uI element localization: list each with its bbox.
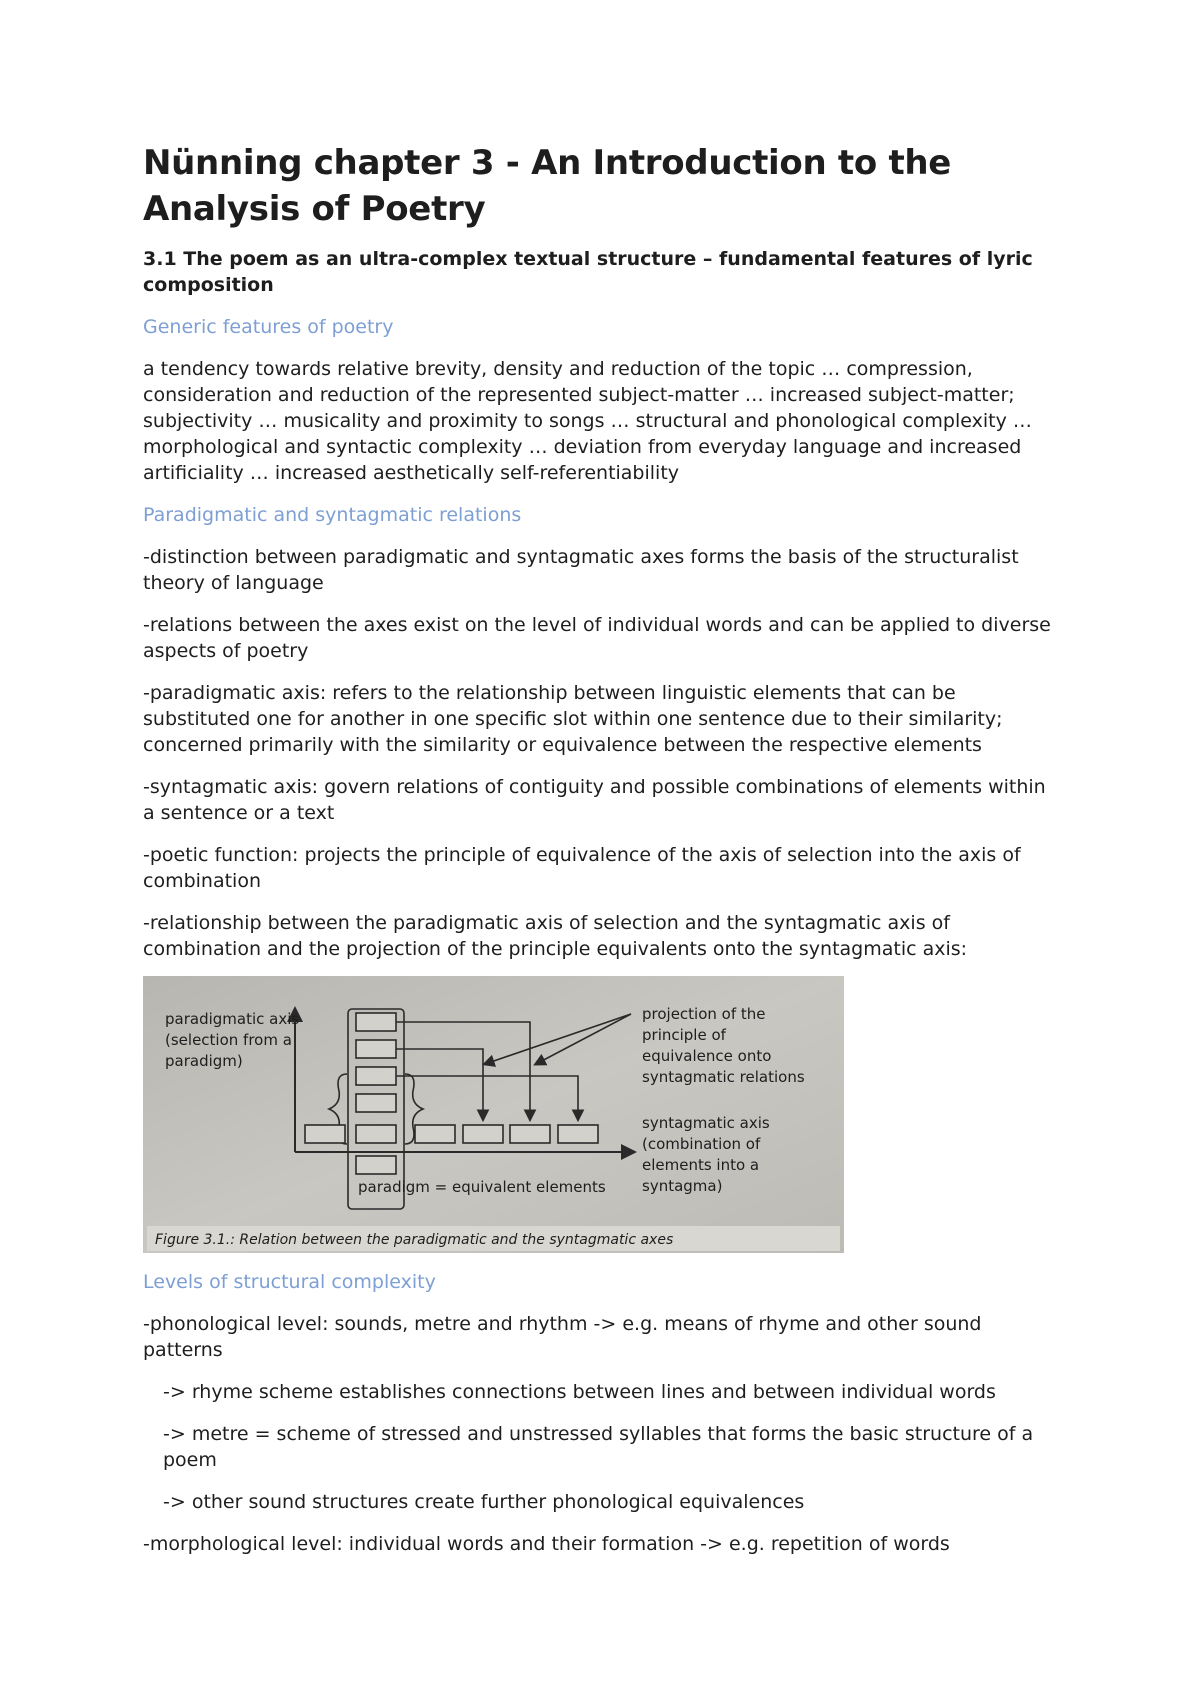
document-content <box>143 140 1063 1557</box>
paragraph: -> other sound structures create further phonological equivalences <box>163 1491 805 1513</box>
svg-text:paradigm) <box>165 1052 243 1070</box>
paragraph: -relations between the axes exist on the level of individual words and can be applied to diverse aspects of poetry <box>143 614 1051 662</box>
subheading-relations: Paradigmatic and syntagmatic relations <box>143 504 522 526</box>
paragraph: -> metre = scheme of stressed and unstressed syllables that forms the basic structure of a poem <box>163 1423 1034 1471</box>
svg-text:principle of <box>642 1026 727 1044</box>
svg-text:syntagmatic axis <box>642 1114 770 1132</box>
projection-label-line: equivalence onto <box>642 1047 772 1065</box>
paragraph: -distinction between paradigmatic and syntagmatic axes forms the basis of the structuralist theory of language <box>143 546 1019 594</box>
paradigmatic-label-line: paradigm) <box>165 1052 243 1070</box>
subheading-levels: Levels of structural complexity <box>143 1271 436 1293</box>
paragraph: -morphological level: individual words and their formation -> e.g. repetition of words <box>143 1533 950 1555</box>
svg-text:syntagma) <box>642 1177 722 1195</box>
section-heading: 3.1 The poem as an ultra-complex textual structure – fundamental features of lyric composition <box>143 248 1033 296</box>
svg-text:syntagmatic relations <box>642 1068 805 1086</box>
paragraph: -paradigmatic axis: refers to the relationship between linguistic elements that can be substituted one for another in one specific slot within one sentence due to their similarity; concerned primarily with the similarity or equivalence between the respective elements <box>143 682 1003 756</box>
paradigmatic-label-line: (selection from a <box>165 1031 292 1049</box>
svg-text:projection of the <box>642 1005 766 1023</box>
svg-text:elements into a <box>642 1156 759 1174</box>
axes-diagram <box>143 976 844 1253</box>
paradigm-label: paradigm = equivalent elements <box>358 1178 606 1196</box>
subheading-generic-features: Generic features of poetry <box>143 316 394 338</box>
paragraph: a tendency towards relative brevity, density and reduction of the topic … compression, consideration and reduction of the represented subject-matter … increased subject-matter; subjectivity … musicality and proximity to songs … structural and phonological complexity … morphological and syntactic complexity … deviation from everyday language and increased artificiality … increased aesthetically self-referentiability <box>143 358 1032 484</box>
paragraph: -syntagmatic axis: govern relations of contiguity and possible combinations of elements within a sentence or a text <box>143 776 1046 824</box>
paragraph: -relationship between the paradigmatic axis of selection and the syntagmatic axis of combination and the projection of the principle equivalents onto the syntagmatic axis: <box>143 912 968 960</box>
projection-label-line: principle of <box>642 1026 726 1044</box>
svg-text:(selection from a <box>165 1031 292 1049</box>
syntagmatic-label-line: syntagma) <box>642 1177 723 1195</box>
paragraph: -poetic function: projects the principle of equivalence of the axis of selection into the axis of combination <box>143 844 1021 892</box>
svg-text:paradigmatic axis <box>165 1010 299 1028</box>
axes-figure <box>143 976 844 1253</box>
figure-caption: Figure 3.1.: Relation between the paradigmatic and the syntagmatic axes <box>155 1232 674 1248</box>
svg-text:paradigm = equivalent elements <box>358 1178 606 1196</box>
page-title: Nünning chapter 3 - An Introduction to the Analysis of Poetry <box>143 143 952 229</box>
projection-label-line: projection of the <box>642 1005 766 1023</box>
syntagmatic-label-line: syntagmatic axis <box>642 1114 770 1132</box>
svg-text:equivalence onto <box>642 1047 771 1065</box>
paragraph: -> rhyme scheme establishes connections between lines and between individual words <box>163 1381 996 1403</box>
paradigmatic-label-line: paradigmatic axis <box>165 1010 300 1028</box>
paragraph: -phonological level: sounds, metre and rhythm -> e.g. means of rhyme and other sound patterns <box>143 1313 982 1361</box>
syntagmatic-label-line: elements into a <box>642 1156 760 1174</box>
syntagmatic-label-line: (combination of <box>642 1135 761 1153</box>
svg-text:(combination of <box>642 1135 761 1153</box>
projection-label-line: syntagmatic relations <box>642 1068 805 1086</box>
